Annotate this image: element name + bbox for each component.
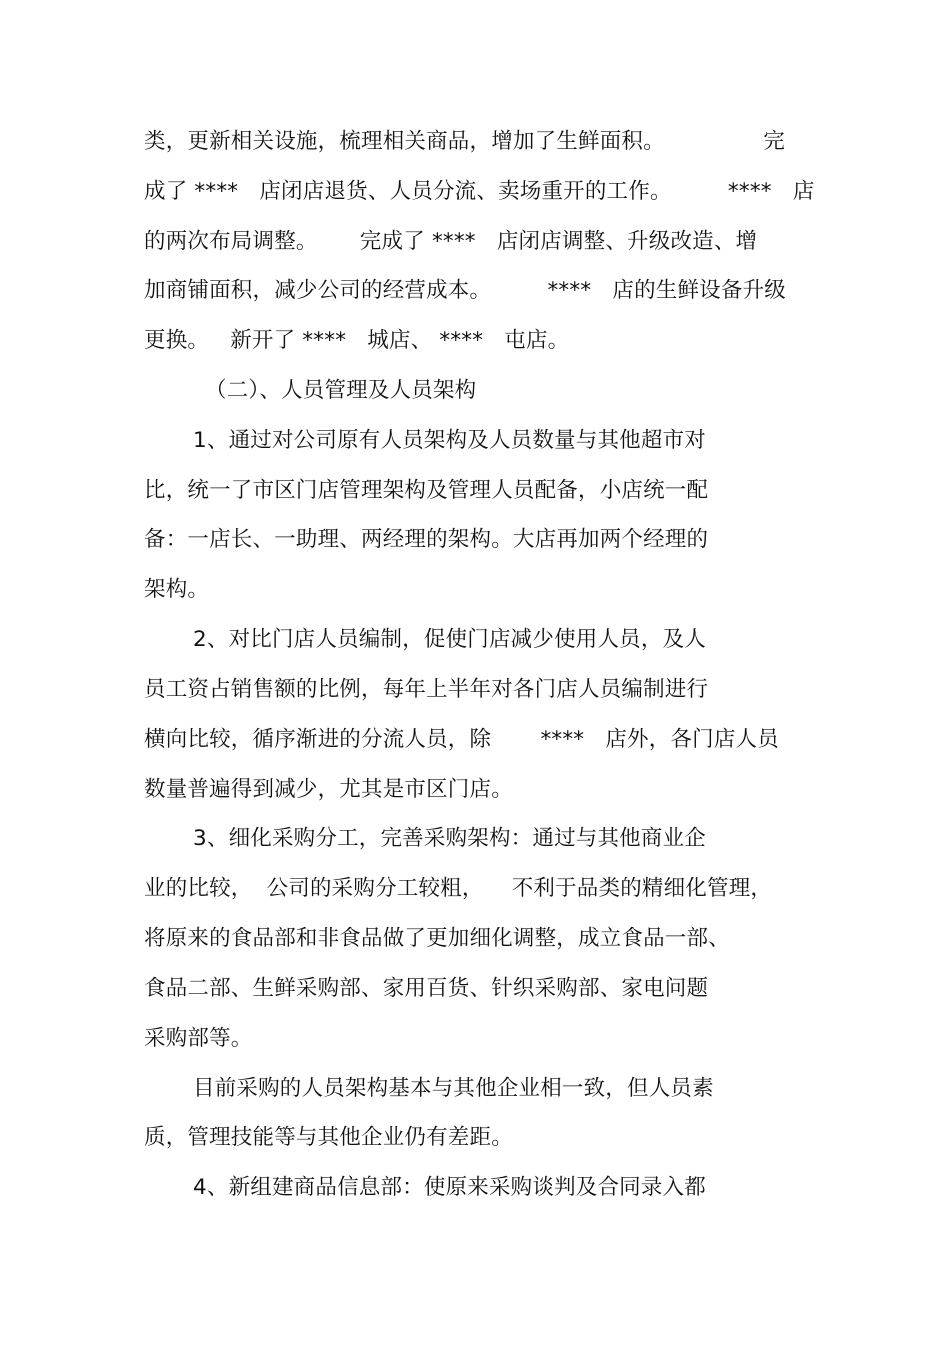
text-line: 员工资占销售额的比例，每年上半年对各门店人员编制进行	[144, 677, 709, 702]
text-line: 业的比较， 公司的采购分工较粗， 不利于品类的精细化管理，	[144, 876, 773, 901]
text-line: 加商铺面积，减少公司的经营成本。 **** 店的生鲜设备升级	[144, 278, 786, 303]
text-line: 食品二部、生鲜采购部、家用百货、针织采购部、家电问题	[144, 976, 709, 1001]
text-line: 备：一店长、一助理、两经理的架构。大店再加两个经理的	[144, 527, 709, 552]
paragraph-first-line: 2、对比门店人员编制，促使门店减少使用人员，及人	[193, 627, 706, 652]
text-line: 数量普遍得到减少，尤其是市区门店。	[144, 777, 513, 802]
text-line: 成了 **** 店闭店退货、人员分流、卖场重开的工作。 **** 店	[144, 179, 815, 204]
section-heading: （二）、人员管理及人员架构	[205, 378, 477, 403]
text-line: 采购部等。	[144, 1026, 253, 1051]
paragraph-first-line: 目前采购的人员架构基本与其他企业相一致，但人员素	[193, 1076, 714, 1101]
text-line: 的两次布局调整。 完成了 **** 店闭店调整、升级改造、增	[144, 229, 758, 254]
paragraph-first-line: 1、通过对公司原有人员架构及人员数量与其他超市对	[193, 428, 706, 453]
text-line: 将原来的食品部和非食品做了更加细化调整，成立食品一部、	[144, 926, 730, 951]
text-line: 比，统一了市区门店管理架构及管理人员配备，小店统一配	[144, 478, 709, 503]
text-line: 类，更新相关设施，梳理相关商品，增加了生鲜面积。 完	[144, 129, 785, 154]
text-line: 质，管理技能等与其他企业仍有差距。	[144, 1125, 513, 1150]
text-line: 更换。 新开了 **** 城店、 **** 屯店。	[144, 328, 570, 353]
text-line: 横向比较，循序渐进的分流人员，除 **** 店外，各门店人员	[144, 727, 779, 752]
paragraph-first-line: 3、细化采购分工，完善采购架构：通过与其他商业企	[193, 826, 706, 851]
paragraph-first-line: 4、新组建商品信息部：使原来采购谈判及合同录入都	[193, 1175, 706, 1200]
text-line: 架构。	[144, 577, 210, 602]
